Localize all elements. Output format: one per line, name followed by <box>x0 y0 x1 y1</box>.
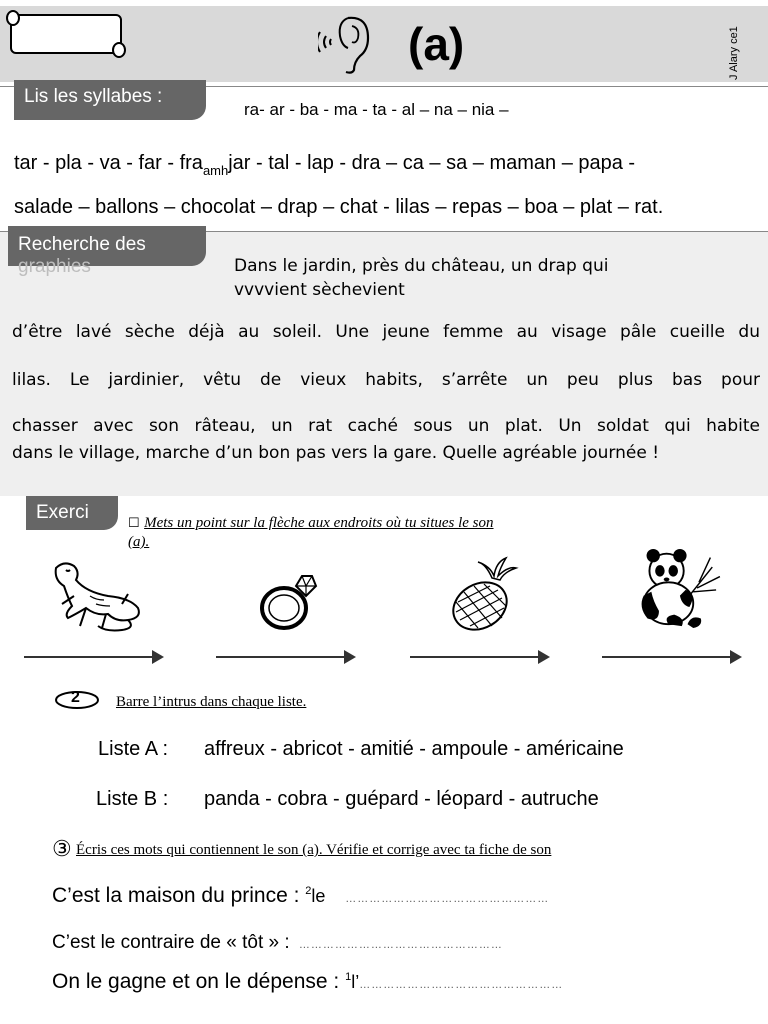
pineapple-icon <box>440 556 540 636</box>
question-1 <box>52 884 549 908</box>
reading-line: Dans le jardin, près du château, un drap qui <box>234 256 609 276</box>
syllables-line-2-start: tar - pla - va - far - fra <box>14 152 203 174</box>
section-label-graphies-line2: graphies <box>18 256 91 277</box>
reading-line: lilas. Le jardinier, vêtu de vieux habits, s’arrête un peu plus bas pour <box>12 370 760 390</box>
exercise-3-number: ③ <box>52 836 72 861</box>
reading-line: vvvvient sèchevient <box>234 280 405 300</box>
syllables-line-2-sub: amh <box>202 163 229 178</box>
question-3 <box>52 970 563 994</box>
syllables-line-1: ra- ar - ba - ma - ta - al – na – nia – <box>244 100 509 119</box>
answer-arrow-1[interactable] <box>24 656 162 658</box>
liste-b-words[interactable]: panda - cobra - guépard - léopard - autruche <box>204 788 599 810</box>
reading-line: dans le village, marche d’un bon pas vers la gare. Quelle agréable journée ! <box>12 443 660 463</box>
reading-line: chasser avec son râteau, un rat caché sous un plat. Un soldat qui habite <box>12 416 760 436</box>
answer-arrow-2[interactable] <box>216 656 354 658</box>
exercise-2-number-text: 2 <box>71 689 80 706</box>
answer-field-2[interactable]: …………………………………………… <box>298 939 503 951</box>
lizard-icon <box>46 556 146 636</box>
exercise-1-instruction <box>128 514 618 551</box>
question-3-answer-start: l’ <box>351 972 360 992</box>
section-label-graphies-line1: Recherche des <box>18 234 146 255</box>
syllables-line-2-end: jar - tal - lap - dra – ca – sa – maman – papa - <box>228 152 636 174</box>
exercise-2-instruction: Barre l’intrus dans chaque liste. <box>116 694 307 710</box>
exercise-1-text: Mets un point sur la flèche aux endroits où tu situes le son <box>144 515 494 531</box>
reading-line: d’être lavé sèche déjà au soleil. Une jeune femme au visage pâle cueille du <box>12 322 760 342</box>
question-1-sup: 2 <box>305 885 312 897</box>
exercise-3-instruction: Écris ces mots qui contiennent le son (a). Vérifie et corrige avec ta fiche de son <box>76 842 552 858</box>
answer-field-3[interactable]: …………………………………………… <box>359 979 564 991</box>
liste-b-label: Liste B : <box>96 788 169 810</box>
section-label-exercise: Exerci <box>26 496 118 530</box>
answer-arrow-4[interactable] <box>602 656 740 658</box>
question-2 <box>52 932 503 954</box>
name-box-scroll[interactable] <box>10 14 122 54</box>
author-credit: J Alary ce1 <box>728 26 740 80</box>
question-1-text: C’est la maison du prince : <box>52 884 300 907</box>
section-label-syllables: Lis les syllabes : <box>14 80 206 120</box>
answer-arrow-3[interactable] <box>410 656 548 658</box>
question-1-answer-start: le <box>311 886 326 906</box>
liste-a-label: Liste A : <box>98 738 169 760</box>
syllables-line-2 <box>14 152 636 178</box>
exercise-2-number <box>54 690 100 710</box>
page-title-sound: (a) <box>408 18 465 70</box>
reading-paragraph-start <box>234 254 734 302</box>
answer-field-1[interactable]: …………………………………………… <box>345 893 550 905</box>
question-2-text: C’est le contraire de « tôt » : <box>52 932 290 953</box>
ring-icon <box>240 556 340 636</box>
exercise-1-text-end: (a). <box>128 534 150 550</box>
checkbox-bullet-icon: ☐ <box>128 515 140 530</box>
syllables-line-3: salade – ballons – chocolat – drap – chat - lilas – repas – boa – plat – rat. <box>14 196 664 218</box>
liste-a-words[interactable]: affreux - abricot - amitié - ampoule - américaine <box>204 738 624 760</box>
panda-icon <box>628 548 728 628</box>
ear-listening-icon <box>318 14 374 74</box>
section-label-graphies <box>8 226 206 277</box>
question-3-text: On le gagne et on le dépense : <box>52 970 340 993</box>
question-3-sup: 1 <box>345 971 352 983</box>
